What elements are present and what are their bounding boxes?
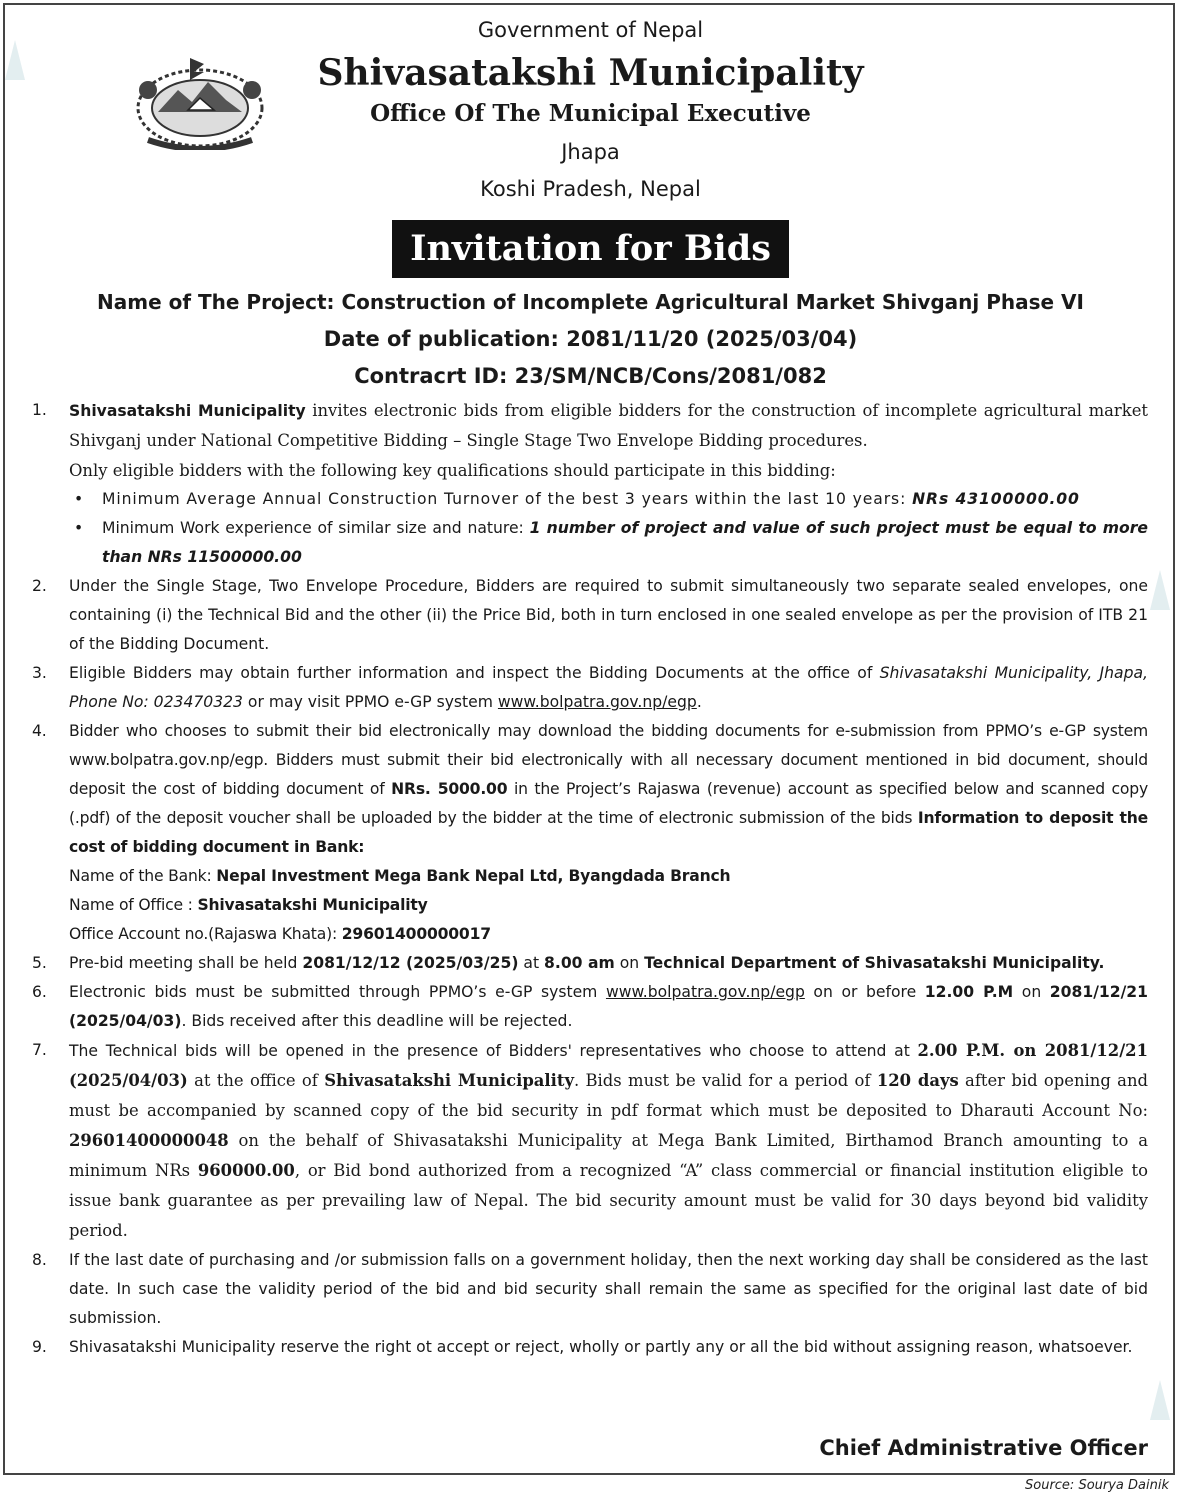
item-text: Shivasatakshi Municipality reserve the right ot accept or reject, wholly or partly any or all the bid without assigning reason, whatsoever. <box>69 1338 1133 1356</box>
notice-title: Invitation for Bids <box>392 220 789 278</box>
opening-time: 2.00 P.M. on 2081/12/21 (2025/04/03) <box>69 1041 1148 1090</box>
item-text: . Bids must be valid for a period of <box>573 1071 877 1090</box>
bank-name-row <box>69 862 1148 891</box>
item-text: in the Project’s Rajaswa (revenue) account as specified below and scanned copy (.pdf) of the deposit voucher shall be uploaded by the bidder at the time of electronic submission of the bids <box>69 780 1149 827</box>
account-value: 29601400000017 <box>341 925 491 943</box>
item-number: 5. <box>32 954 47 972</box>
header-province: Koshi Pradesh, Nepal <box>480 177 701 201</box>
item-text: at the office of <box>187 1071 325 1090</box>
item-text: on <box>1013 983 1050 1001</box>
list-item <box>32 485 1148 514</box>
item-number: 4. <box>32 722 47 740</box>
item-text: on or before <box>804 983 925 1001</box>
bank-value: Nepal Investment Mega Bank Nepal Ltd, Byangdada Branch <box>216 867 731 885</box>
bullet-icon: • <box>74 519 84 537</box>
egp-link[interactable]: www.bolpatra.gov.np/egp <box>497 693 697 711</box>
bullet-text: Minimum Work experience of similar size and nature: <box>102 519 530 537</box>
item-text: at <box>518 954 545 972</box>
item-text: after bid opening and must be accompanied by scanned copy of the bid security in pdf format which must be deposited to Dharauti Account No: <box>69 1071 1148 1120</box>
item-number: 2. <box>32 577 47 595</box>
list-item <box>32 1333 1148 1362</box>
office-name-row <box>69 891 1148 920</box>
list-item <box>32 1246 1148 1333</box>
item-text: . <box>696 693 702 711</box>
item-text: on the behalf of Shivasatakshi Municipality at Mega Bank Limited, Birthamod Branch amounting to a minimum NRs <box>69 1131 1148 1180</box>
publication-date: Date of publication: 2081/11/20 (2025/03/04) <box>323 327 858 351</box>
prebid-date: 2081/12/12 (2025/03/25) <box>302 954 519 972</box>
list-item <box>32 659 1148 717</box>
bullet-icon: • <box>74 490 85 508</box>
prebid-time: 8.00 am <box>544 954 615 972</box>
opening-office: Shivasatakshi Municipality <box>324 1071 574 1090</box>
list-item <box>32 514 1148 572</box>
submission-date: 2081/12/21 (2025/04/03) <box>69 983 1148 1030</box>
office-phone: Shivasatakshi Municipality, Jhapa, Phone No: 023470323 <box>69 664 1148 711</box>
bank-label: Name of the Bank: <box>69 867 217 885</box>
item-number: 3. <box>32 664 47 682</box>
account-row <box>69 920 1148 949</box>
item-text: Under the Single Stage, Two Envelope Procedure, Bidders are required to submit simultaneously two separate sealed envelopes, one containing (i) the Technical Bid and the other (ii) the Price Bid, both in turn enclosed in one sealed envelope as per the provision of ITB 21 of the Bidding Document. <box>69 577 1148 653</box>
item-number: 9. <box>32 1338 47 1356</box>
bullet-text: Minimum Average Annual Construction Turnover of the best 3 years within the last 10 years: <box>102 490 913 508</box>
item-text: invites electronic bids from eligible bidders for the construction of incomplete agricultural market Shivganj under National Competitive Bidding – Single Stage Two Envelope Bidding procedures. <box>69 401 1148 450</box>
item-text: Pre-bid meeting shall be held <box>69 954 303 972</box>
item-text: Eligible Bidders may obtain further information and inspect the Bidding Documents at the office of <box>69 664 880 682</box>
office-label: Name of Office : <box>69 896 198 914</box>
office-value: Shivasatakshi Municipality <box>197 896 428 914</box>
notice-body <box>32 396 1148 1362</box>
bid-validity: 120 days <box>876 1071 959 1090</box>
header-district: Jhapa <box>561 140 620 164</box>
list-item <box>32 949 1148 978</box>
bid-security-amount: 960000.00 <box>197 1161 295 1180</box>
submission-time: 12.00 P.M <box>924 983 1014 1001</box>
item-number: 7. <box>32 1041 47 1059</box>
signature-title: Chief Administrative Officer <box>819 1436 1148 1460</box>
source-caption: Source: Sourya Dainik <box>1025 1478 1169 1493</box>
header-government: Government of Nepal <box>477 18 704 42</box>
header-office: Office Of The Municipal Executive <box>370 100 811 127</box>
item-text: Only eligible bidders with the following key qualifications should participate in this bidding: <box>69 461 836 480</box>
list-item <box>32 396 1148 485</box>
bullet-value: 1 number of project and value of such project must be equal to more than NRs 11500000.00 <box>102 519 1148 566</box>
list-item <box>32 717 1148 949</box>
egp-link[interactable]: www.bolpatra.gov.np/egp <box>605 983 805 1001</box>
prebid-place: Technical Department of Shivasatakshi Municipality. <box>644 954 1105 972</box>
item-number: 6. <box>32 983 47 1001</box>
contract-id: Contracrt ID: 23/SM/NCB/Cons/2081/082 <box>354 364 827 388</box>
item-text: . Bids received after this deadline will be rejected. <box>181 1012 573 1030</box>
bid-document-cost: NRs. 5000.00 <box>391 780 508 798</box>
item-text: Bidder who chooses to submit their bid electronically may download the bidding documents for e-submission from PPMO’s e-GP system www.bolpatra.gov.np/egp. Bidders must submit their bid electronically with all necessary document mentioned in bid document, should deposit the cost of bidding document of <box>69 722 1148 798</box>
list-item <box>32 1036 1148 1246</box>
watermark-arrow-icon <box>1150 1380 1170 1420</box>
dharauti-account: 29601400000048 <box>69 1131 229 1150</box>
item-text: or may visit PPMO e-GP system <box>242 693 498 711</box>
item-text: If the last date of purchasing and /or submission falls on a government holiday, then the next working day shall be considered as the last date. In such case the validity period of the bid and bid security shall remain the same as specified for the original last date of bid submission. <box>69 1251 1148 1327</box>
item-text: The Technical bids will be opened in the presence of Bidders' representatives who choose to attend at <box>69 1042 918 1060</box>
list-item <box>32 572 1148 659</box>
item-number: 1. <box>32 401 47 419</box>
municipality-name: Shivasatakshi Municipality <box>69 402 306 420</box>
item-text: on <box>614 954 645 972</box>
deposit-info-heading: Information to deposit the cost of bidding document in Bank: <box>69 809 1149 856</box>
item-text: , or Bid bond authorized from a recognized “A” class commercial or financial institution eligible to issue bank guarantee as per prevailing law of Nepal. The bid security amount must be valid for 30 days beyond bid validity period. <box>69 1161 1148 1240</box>
header-municipality: Shivasatakshi Municipality <box>317 52 864 94</box>
list-item <box>32 978 1148 1036</box>
account-label: Office Account no.(Rajaswa Khata): <box>69 925 342 943</box>
watermark-arrow-icon <box>1150 570 1170 610</box>
item-text: Electronic bids must be submitted through PPMO’s e-GP system <box>69 983 606 1001</box>
project-name: Name of The Project: Construction of Incomplete Agricultural Market Shivganj Phase VI <box>97 290 1084 314</box>
bullet-value: NRs 43100000.00 <box>912 490 1080 508</box>
item-number: 8. <box>32 1251 47 1269</box>
